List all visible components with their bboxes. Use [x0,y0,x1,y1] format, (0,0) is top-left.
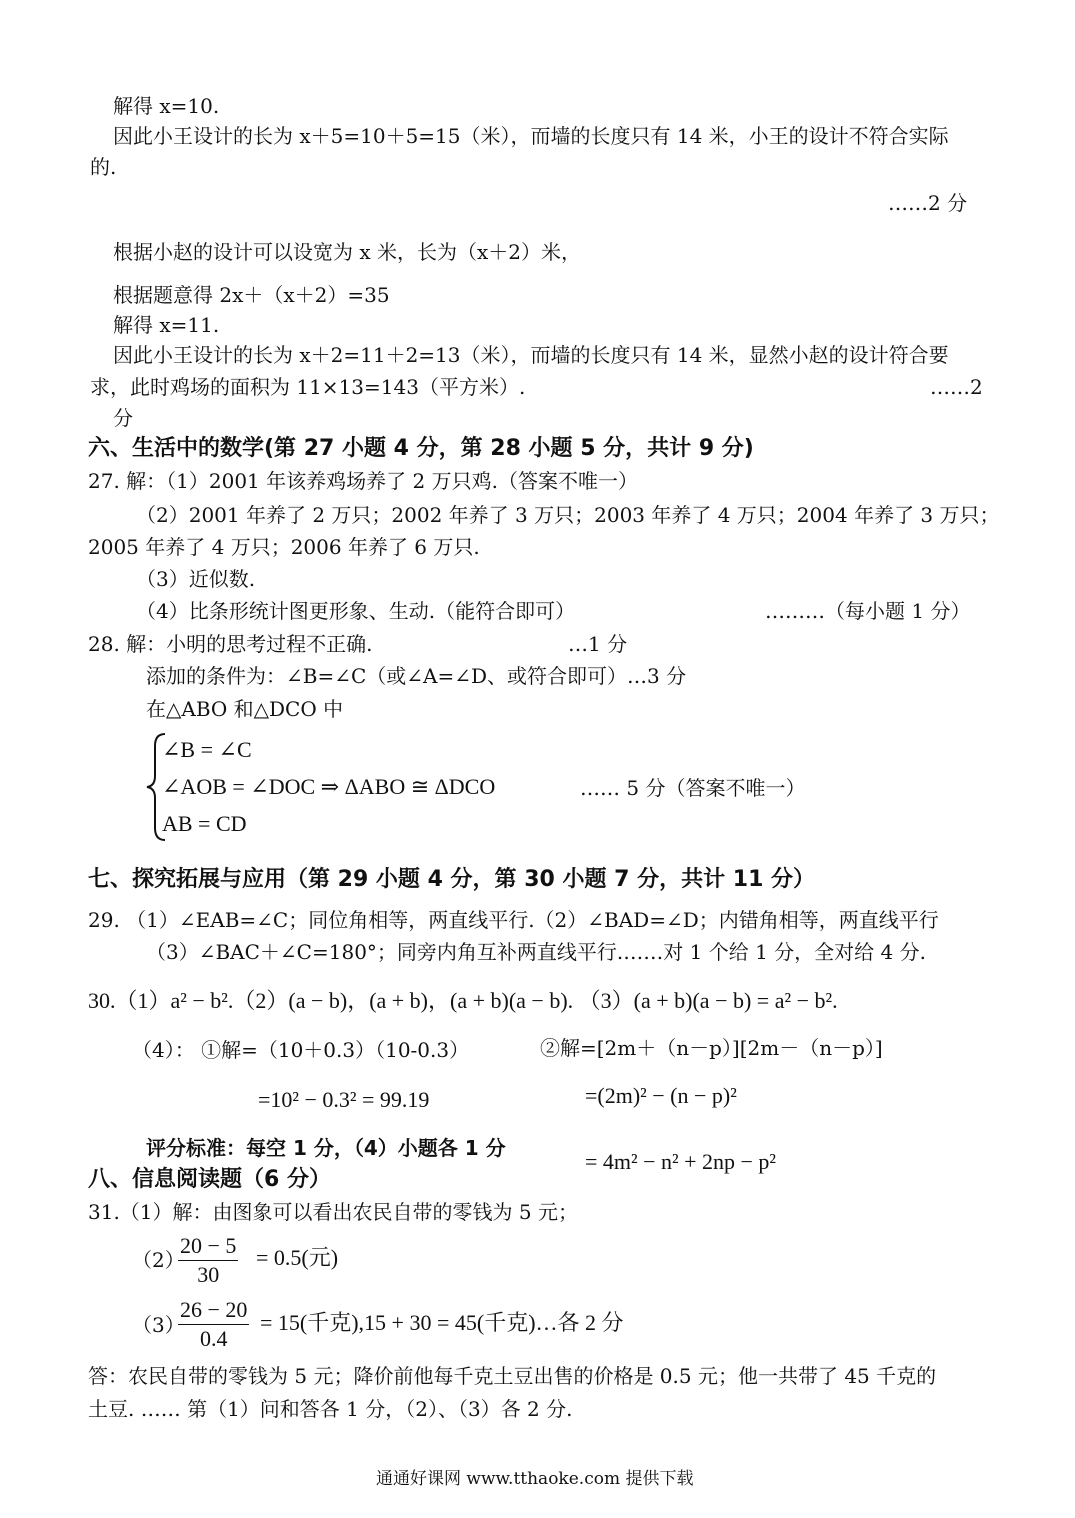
text-line: （3）近似数. [136,567,256,591]
math-line: 30.（1）a² − b².（2）(a − b)，(a + b)，(a + b)(a − b). （3）(a + b)(a − b) = a² − b². [88,988,838,1013]
text-line: 因此小王设计的长为 x＋5=10＋5=15（米），而墙的长度只有 14 米，小王的设计不符合实际 [113,124,949,148]
section-heading-6: 六、生活中的数学(第 27 小题 4 分，第 28 小题 5 分，共计 9 分) [88,436,754,461]
math-line: =(2m)² − (n − p)² [585,1083,737,1108]
math-line: = 4m² − n² + 2np − p² [585,1149,777,1174]
text-line: （2）2001 年养了 2 万只；2002 年养了 3 万只；2003 年养了 4 万只；2004 年养了 3 万只； [136,503,1000,527]
text-line: 求，此时鸡场的面积为 11×13=143（平方米）. [90,375,526,399]
text-line: 27. 解：（1）2001 年该养鸡场养了 2 万只鸡.（答案不唯一） [88,469,638,493]
text-line: 29. （1）∠EAB=∠C；同位角相等，两直线平行.（2）∠BAD=∠D；内错角相等，两直线平行 [88,908,939,932]
score-note: ……2 分 [888,191,968,215]
math-line: =10² − 0.3² = 99.19 [258,1087,430,1112]
text-line: （4）： ①解=（10＋0.3）（10-0.3） [132,1038,470,1062]
text-line: 土豆. …… 第（1）问和答各 1 分，（2）、（3）各 2 分. [88,1397,573,1421]
denominator: 0.4 [199,1326,228,1351]
score-note: …… 5 分（答案不唯一） [580,776,806,800]
text-line: 28. 解：小明的思考过程不正确. [88,632,373,656]
score-note: ………（每小题 1 分） [765,599,971,623]
denominator: 30 [197,1262,220,1287]
math-line: = 0.5(元) [256,1245,339,1270]
footer-credit: 通通好课网 www.tthaoke.com 提供下载 [376,1469,694,1489]
text-line: 添加的条件为：∠B=∠C（或∠A=∠D、或符合即可）…3 分 [146,664,687,688]
math-line: ∠B = ∠C [162,737,252,762]
text-line: （3）∠BAC＋∠C=180°；同旁内角互补两直线平行.……对 1 个给 1 分，全对给 4 分. [146,940,926,964]
section-heading-8: 八、信息阅读题（6 分） [88,1167,331,1192]
numerator: 20 − 5 [178,1232,238,1261]
text-line: （2） [132,1248,185,1272]
math-line: ∠AOB = ∠DOC ⇒ ΔABO ≅ ΔDCO [162,774,496,799]
text-line: 2005 年养了 4 万只；2006 年养了 6 万只. [88,535,480,559]
text-line: 因此小王设计的长为 x＋2=11＋2=13（米），而墙的长度只有 14 米，显然小赵的设计符合要 [113,343,949,367]
text-line: 解得 x=11. [113,313,220,337]
grading-criteria: 评分标准：每空 1 分，（4）小题各 1 分 [146,1136,506,1160]
score-note: …1 分 [568,632,628,656]
text-line: （4）比条形统计图更形象、生动.（能符合即可） [136,599,576,623]
text-line: 在△ABO 和△DCO 中 [146,697,344,721]
text-line: 31.（1）解：由图象可以看出农民自带的零钱为 5 元； [88,1200,578,1224]
section-heading-7: 七、探究拓展与应用（第 29 小题 4 分，第 30 小题 7 分，共计 11 分） [88,867,816,892]
score-note: ……2 [930,375,983,399]
text-line: 根据题意得 2x＋（x＋2）=35 [113,283,390,307]
text-line: 解得 x=10. [113,94,220,118]
math-line: AB = CD [162,811,247,836]
text-line: （3） [132,1313,185,1337]
fraction [178,1296,249,1353]
math-line: = 15(千克),15 + 30 = 45(千克)…各 2 分 [260,1310,624,1335]
fraction [178,1232,238,1289]
text-line: 分 [113,406,133,430]
text-line: 的. [90,155,117,179]
text-line: 根据小赵的设计可以设宽为 x 米，长为（x＋2）米， [113,240,581,264]
numerator: 26 − 20 [178,1296,249,1325]
text-line: ②解=[2m＋（n－p）][2m－（n－p）] [540,1036,883,1060]
text-line: 答：农民自带的零钱为 5 元；降价前他每千克土豆出售的价格是 0.5 元；他一共带了 45 千克的 [88,1364,937,1388]
